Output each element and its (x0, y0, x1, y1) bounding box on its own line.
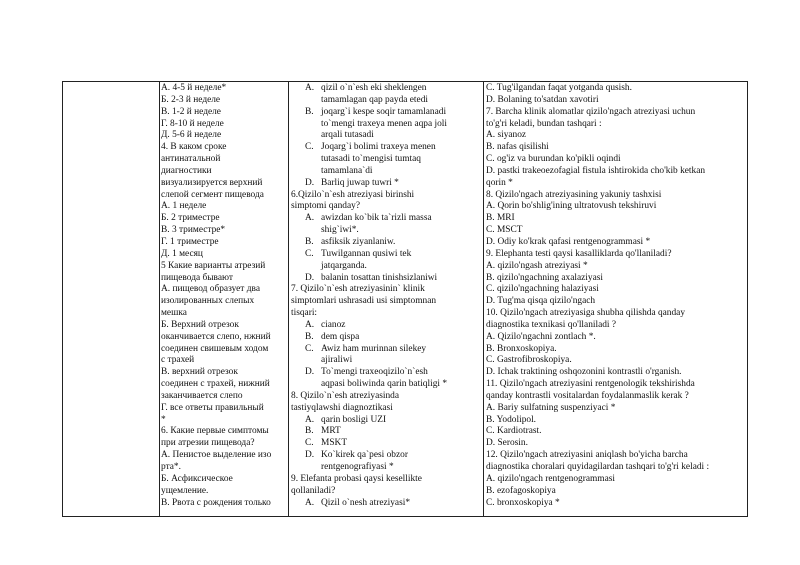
line-text: qollaniladi? (291, 485, 336, 496)
line-text: cianoz (321, 319, 346, 330)
line-text: Tuwilgannan qusiwi tek (321, 248, 412, 259)
text-line: В. 3 триместре* (161, 225, 226, 236)
answer-letter: D. (305, 367, 315, 378)
text-line: 9. Elephanta testi qaysi kasalliklarda qo'llaniladi? (486, 248, 672, 259)
text-line: B. Bronxoskopiya. (486, 343, 557, 354)
answer-line (291, 95, 481, 107)
answer-line (291, 379, 481, 391)
text-line: A. qizilo'ngash atreziyasi * (486, 260, 588, 271)
answer-letter: D. (305, 272, 315, 283)
line-text: qarin bosligi UZI (321, 414, 387, 425)
text-line: qanday kontrastli vositalardan foydalanmaslik kerak ? (486, 390, 689, 401)
text-line: 12. Qizilo'ngach atreziyasini aniqlash bo'yicha barcha (486, 450, 688, 461)
text-line: Б. Асфиксическое (161, 473, 233, 484)
column-divider (288, 82, 289, 516)
answer-letter: C. (305, 248, 314, 259)
answer-line (291, 438, 481, 450)
russian-questions-column (161, 83, 287, 509)
line-text: MRT (321, 426, 341, 437)
line-text: 8. Qizilo`n`esh atreziyasinda (291, 390, 400, 401)
answer-line (291, 142, 481, 154)
line-text: joqarg`i kespe soqir tamamlanadi (321, 106, 447, 117)
text-line: B. ezofagoskopiya (486, 485, 556, 496)
line-text: MSKT (321, 438, 348, 449)
text-line: Б. Верхний отрезок (161, 319, 239, 330)
text-line: A. Qizilo'ngachni zontlach *. (486, 331, 596, 342)
text-line: A. Qorin bo'shlig'ining ultratovush tekshiruvi (486, 201, 657, 212)
answer-line (291, 83, 481, 95)
line-text: 6.Qizilo`n`esh atreziyasi birinshi (291, 189, 415, 200)
text-line: Г. 1 триместре (161, 236, 219, 247)
text-line: пищевода бывают (161, 272, 233, 283)
text-line: B. MRI (486, 213, 515, 224)
line-text: 7. Qizilo`n`esh atreziyasinin` klinik (291, 284, 425, 295)
line-text: aqpasi boliwinda qarin batiqligi * (321, 379, 448, 390)
text-line: 7. Barcha klinik alomatlar qizilo'ngach atreziyasi uchun (486, 106, 696, 117)
answer-letter: A. (305, 497, 315, 508)
question-line (291, 403, 481, 415)
answer-line (291, 320, 481, 332)
text-line: B. nafas qisilishi (486, 142, 549, 153)
text-line: C. qizilo'ngachning halaziyasi (486, 284, 599, 295)
answer-letter: A. (305, 319, 315, 330)
answer-line (291, 107, 481, 119)
line-text: dem qispa (321, 331, 360, 342)
question-line (291, 486, 481, 498)
text-line: 8. Qizilo'ngach atreziyasining yakuniy tashxisi (486, 189, 662, 200)
text-line: A. siyanoz (486, 130, 527, 141)
text-line: мешка (161, 308, 187, 319)
question-line (291, 190, 481, 202)
text-line: C. Tug'ilgandan faqat yotganda qusish. (486, 83, 632, 93)
text-line: to'g'ri keladi, bundan tashqari : (486, 118, 602, 129)
text-line: C. Kardiotrast. (486, 426, 542, 437)
answer-letter: C. (305, 343, 314, 354)
text-line: A. Bariy sulfatning suspenziyaci * (486, 402, 616, 413)
text-line: D. Ichak traktining oshqozonini kontrastli o'rganish. (486, 367, 682, 378)
answer-line (291, 426, 481, 438)
answer-line (291, 237, 481, 249)
answer-letter: D. (305, 450, 315, 461)
text-line: D. Odiy ko'krak qafasi rentgenogrammasi * (486, 236, 651, 247)
text-line: * (161, 414, 166, 425)
text-line: В. 1-2 й неделе (161, 106, 221, 117)
answer-letter: B. (305, 426, 314, 437)
answer-line (291, 332, 481, 344)
line-text: arqali tutasadi (321, 130, 374, 141)
text-line: 6. Какие первые симптомы (161, 426, 269, 437)
line-text: simptomlari ushrasadi usi simptomnan (291, 296, 437, 307)
text-line: Г. все ответы правильный (161, 402, 264, 413)
line-text: awizdan ko`bik ta`rizli massa (321, 213, 432, 224)
text-line: 4. В каком сроке (161, 142, 227, 153)
text-line: 11. Qizilo'ngach atreziyasini rentgenologik tekshirishda (486, 379, 695, 390)
line-text: Qizil o`nesh atreziyasi* (321, 497, 411, 508)
text-line: с трахей (161, 355, 195, 366)
text-line: изолированных слепых (161, 296, 255, 307)
line-text: jatqarganda. (321, 260, 367, 271)
text-line: 5 Какие варианты атрезий (161, 260, 266, 271)
text-line: соединен свишевым ходом (161, 343, 269, 354)
column-divider (159, 82, 160, 516)
text-line: Д. 5-6 й неделе (161, 130, 222, 141)
answer-line (291, 225, 481, 237)
answer-letter: C. (305, 438, 314, 449)
uzbek-questions-column (486, 83, 748, 509)
line-text: asfiksik ziyanlaniw. (321, 236, 396, 247)
text-line: визуализируется верхний (161, 177, 263, 188)
text-line: B. Yodolipol. (486, 414, 537, 425)
answer-line (291, 130, 481, 142)
answer-line (291, 249, 481, 261)
line-text: tastiyqlawshi diagnoztikasi (291, 402, 393, 413)
text-line: diagnostika texnikasi qo'llaniladi ? (486, 319, 617, 330)
answer-letter: A. (305, 213, 315, 224)
karakalpak-questions-column (291, 83, 481, 509)
text-line: В. верхний отрезок (161, 367, 238, 378)
text-line: слепой сегмент пищевода (161, 189, 264, 200)
text-line: A. qizilo'ngach rentgenogrammasi (486, 473, 615, 484)
question-line (291, 201, 481, 213)
line-text: shig`iwi*. (321, 225, 359, 236)
line-text: To`mengi traxeoqizilo`n`esh (321, 367, 428, 378)
answer-letter: C. (305, 142, 314, 153)
answer-letter: B. (305, 236, 314, 247)
line-text: Ko`kirek qa`pesi obzor (321, 450, 408, 461)
answer-line (291, 178, 481, 190)
answer-letter: D. (305, 177, 315, 188)
text-line: Б. 2 триместре (161, 213, 220, 224)
text-line: диагностики (161, 165, 212, 176)
text-line: D. Bolaning to'satdan xavotiri (486, 94, 599, 105)
line-text: tamamlagan qap payda etedi (321, 94, 428, 105)
text-line: А. пищевод образует два (161, 284, 260, 295)
answer-line (291, 450, 481, 462)
answer-letter: B. (305, 331, 314, 342)
text-line: 10. Qizilo'ngach atreziyasiga shubha qilishda qanday (486, 308, 686, 319)
text-line: Б. 2-3 й неделе (161, 94, 221, 105)
text-line: В. Рвота с рождения только (161, 497, 271, 508)
text-line: заканчивается слепо (161, 390, 243, 401)
line-text: balanin tosattan tinishsizlaniwi (321, 272, 438, 283)
answer-line (291, 213, 481, 225)
question-line (291, 391, 481, 403)
answer-line (291, 261, 481, 273)
text-line: антинатальной (161, 154, 221, 165)
answer-line (291, 367, 481, 379)
line-text: Awiz ham murinnan silekey (321, 343, 427, 354)
question-line (291, 296, 481, 308)
text-line: ущемление. (161, 485, 209, 496)
line-text: ajiraliwi (321, 355, 353, 366)
text-line: А. 4-5 й неделе* (161, 83, 227, 93)
text-line: C. Gastrofibroskopiya. (486, 355, 572, 366)
answer-line (291, 498, 481, 510)
text-line: D. pastki trakeoezofagial fistula ishtirokida cho'kib ketkan (486, 165, 706, 176)
text-line: Д. 1 месяц (161, 248, 203, 259)
answer-line (291, 355, 481, 367)
text-line: diagnostika choralari quyidagilardan tashqari to'g'ri keladi : (486, 462, 710, 472)
text-line: А. 1 неделе (161, 201, 207, 212)
line-text: rentgenografiyasi * (321, 462, 394, 472)
text-line: B. qizilo'ngachning axalaziyasi (486, 272, 604, 283)
line-text: Joqarg`i bolimi traxeya menen (321, 142, 436, 153)
text-line: D. Serosin. (486, 438, 528, 449)
answer-letter: B. (305, 106, 314, 117)
answer-line (291, 154, 481, 166)
text-line: соединен с трахей, нижний (161, 379, 270, 390)
line-text: 9. Elefanta probasi qaysi kesellikte (291, 473, 422, 484)
answer-letter: A. (305, 83, 315, 93)
text-line: D. Tug'ma qisqa qizilo'ngach (486, 296, 596, 307)
text-line: qorin * (486, 177, 513, 188)
text-line: при атрезии пищевода? (161, 438, 255, 449)
text-line: рта*. (161, 462, 181, 472)
line-text: tutasadi to`mengisi tumtaq (321, 154, 421, 165)
answer-line (291, 344, 481, 356)
answer-line (291, 273, 481, 285)
answer-line (291, 119, 481, 131)
text-line: C. MSCT (486, 225, 523, 236)
answer-line (291, 166, 481, 178)
text-line: C. bronxoskopiya * (486, 497, 560, 508)
text-line: C. og'iz va burundan ko'pikli oqindi (486, 154, 621, 165)
answer-line (291, 415, 481, 427)
column-divider (483, 82, 484, 516)
text-line: Г. 8-10 й неделе (161, 118, 224, 129)
line-text: tamamlana`di (321, 165, 373, 176)
line-text: qizil o`n`esh eki sheklengen (321, 83, 427, 93)
question-line (291, 308, 481, 320)
text-line: оканчивается слепо, нжний (161, 331, 271, 342)
question-line (291, 474, 481, 486)
answer-line (291, 462, 481, 474)
answer-letter: A. (305, 414, 315, 425)
question-line (291, 284, 481, 296)
line-text: to`mengi traxeya menen aqpa joli (321, 118, 447, 129)
line-text: simptomi qanday? (291, 201, 360, 212)
line-text: Barliq juwap tuwri * (321, 177, 399, 188)
question-table (62, 81, 748, 517)
line-text: tisqari: (291, 308, 318, 319)
text-line: А. Пенистое выделение изо (161, 450, 272, 461)
